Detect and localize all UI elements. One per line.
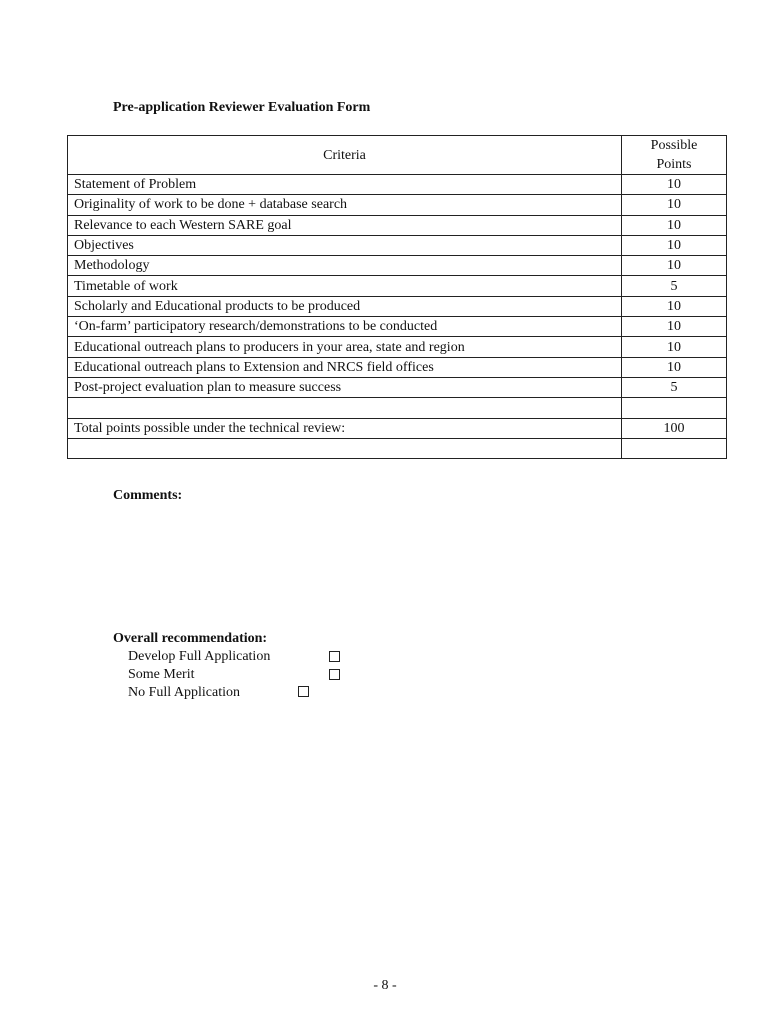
evaluation-table xyxy=(67,135,727,459)
empty-row xyxy=(68,438,727,458)
points-cell: 10 xyxy=(622,256,727,276)
points-cell: 10 xyxy=(622,175,727,195)
empty-cell xyxy=(622,438,727,458)
overall-recommendation-label: Overall recommendation: xyxy=(113,631,268,646)
table-row xyxy=(68,276,727,296)
table-row xyxy=(68,337,727,357)
points-header-line2: Points xyxy=(656,157,692,172)
criterion-cell: Statement of Problem xyxy=(68,175,622,195)
points-cell: 10 xyxy=(622,195,727,215)
criterion-cell: Originality of work to be done + database search xyxy=(68,195,622,215)
points-cell: 10 xyxy=(622,357,727,377)
table-row xyxy=(68,256,727,276)
empty-cell xyxy=(68,438,622,458)
criterion-cell: Objectives xyxy=(68,235,622,255)
no-full-application-checkbox[interactable] xyxy=(298,686,309,697)
page-number: - 8 - xyxy=(373,978,397,993)
points-cell: 10 xyxy=(622,317,727,337)
points-cell: 10 xyxy=(622,235,727,255)
total-label: Total points possible under the technical review: xyxy=(68,418,622,438)
criterion-cell: ‘On-farm’ participatory research/demonstrations to be conducted xyxy=(68,317,622,337)
option-develop-full-application-label: Develop Full Application xyxy=(128,649,271,664)
table-row xyxy=(68,175,727,195)
criteria-header: Criteria xyxy=(68,136,622,175)
criterion-cell: Educational outreach plans to producers in your area, state and region xyxy=(68,337,622,357)
points-cell: 10 xyxy=(622,215,727,235)
comments-label: Comments: xyxy=(113,488,183,503)
option-no-full-application-label: No Full Application xyxy=(128,685,240,700)
points-cell: 5 xyxy=(622,377,727,397)
points-header xyxy=(622,136,727,175)
criterion-cell: Scholarly and Educational products to be produced xyxy=(68,296,622,316)
table-row xyxy=(68,296,727,316)
form-title: Pre-application Reviewer Evaluation Form xyxy=(113,100,371,115)
table-row xyxy=(68,235,727,255)
empty-cell xyxy=(622,398,727,418)
points-header-line1: Possible xyxy=(650,138,698,153)
table-row xyxy=(68,357,727,377)
points-cell: 10 xyxy=(622,296,727,316)
total-row xyxy=(68,418,727,438)
points-cell: 5 xyxy=(622,276,727,296)
some-merit-checkbox[interactable] xyxy=(329,669,340,680)
criterion-cell: Relevance to each Western SARE goal xyxy=(68,215,622,235)
empty-cell xyxy=(68,398,622,418)
criterion-cell: Methodology xyxy=(68,256,622,276)
table-row xyxy=(68,195,727,215)
table-row xyxy=(68,215,727,235)
table-row xyxy=(68,317,727,337)
points-cell: 10 xyxy=(622,337,727,357)
table-header-row xyxy=(68,136,727,175)
total-points: 100 xyxy=(622,418,727,438)
table-row xyxy=(68,377,727,397)
option-some-merit-label: Some Merit xyxy=(128,667,195,682)
criterion-cell: Educational outreach plans to Extension and NRCS field offices xyxy=(68,357,622,377)
develop-full-application-checkbox[interactable] xyxy=(329,651,340,662)
empty-row xyxy=(68,398,727,418)
criterion-cell: Timetable of work xyxy=(68,276,622,296)
criterion-cell: Post-project evaluation plan to measure success xyxy=(68,377,622,397)
